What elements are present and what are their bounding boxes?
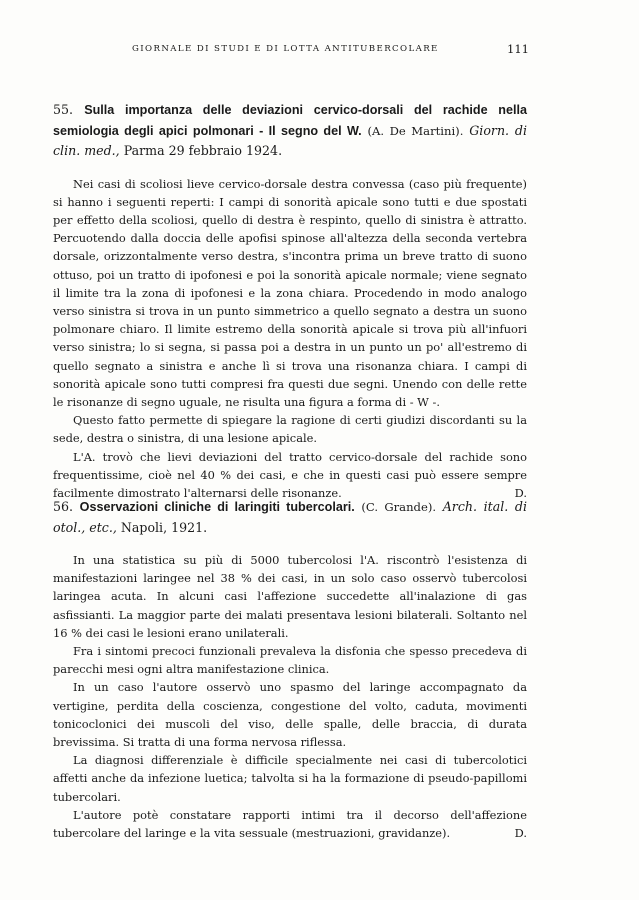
signature: D. <box>514 826 527 841</box>
paragraph: Nei casi di scoliosi lieve cervico-dorsale destra convessa (caso più frequente) si hanno i seguenti reperti: I campi di sonorità apicale sono tutti e due spostati per effetto della scoliosi, quello di destra è respinto, quello di sinistra è attratto. Percuotendo dalla doccia delle apofisi spinose all'altezza della seconda vertebra dorsale, orizzontalmente verso destra, s'incontra prima un breve tratto di suono ottuso, poi un tratto di ipofonesi e poi la sonorità apicale normale; viene segnato il limite tra la zona di ipofonesi e la zona chiara. Procedendo in modo analogo verso sinistra si trova in un punto simmetrico a quello segnato a destra un suono polmonare chiaro. Il limite estremo della sonorità apicale si trova più all'infuori verso sinistra; lo si segna, si passa poi a destra in un punto un po' all'estremo di quello segnato a sinistra e anche lì si trova una risonanza chiara. I campi di sonorità apicale sono tutti compresi fra questi due segni. Unendo con delle rette le risonanze di segno uguale, ne risulta una figura a forma di - W -. <box>53 176 527 409</box>
article-56 <box>53 497 527 842</box>
article-body <box>53 175 527 503</box>
article-title: Sulla importanza delle deviazioni cervico-dorsali del rachide nella semiologia degli apici polmonari - Il segno del W. <box>53 103 527 138</box>
running-title: GIORNALE DI STUDI E DI LOTTA ANTITUBERCOLARE <box>132 44 439 54</box>
article-number: 55. <box>53 102 74 117</box>
article-source: Giorn. di clin. med., <box>53 122 527 158</box>
page-number: 111 <box>507 42 529 56</box>
article-body <box>53 551 527 842</box>
article-place-date: Parma 29 febbraio 1924. <box>123 143 283 158</box>
paragraph: In una statistica su più di 5000 tubercolosi l'A. riscontrò l'esistenza di manifestazioni laringee nel 38 % dei casi, in un solo caso osservò tubercolosi laringea acuta. In alcuni casi l'affezione succedette all'inalazione di gas asfissianti. La maggior parte dei malati presentava lesioni bilaterali. Soltanto nel 16 % dei casi le lesioni erano unilaterali. <box>53 553 527 640</box>
paragraph: Fra i sintomi precoci funzionali prevaleva la disfonia che spesso precedeva di parecchi mesi ogni altra manifestazione clinica. <box>53 644 527 677</box>
article-heading <box>53 497 527 537</box>
paragraph: La diagnosi differenziale è difficile specialmente nei casi di tubercolotici affetti anche da infezione luetica; talvolta si ha la formazione di pseudo-papillomi tubercolari. <box>53 753 527 804</box>
paragraph <box>53 806 527 842</box>
article-55 <box>53 100 527 502</box>
article-source: Arch. ital. di otol., etc., <box>53 499 527 535</box>
article-author: (C. Grande). <box>361 500 437 514</box>
signature: D. <box>514 485 527 500</box>
paragraph <box>53 448 527 503</box>
paragraph: Questo fatto permette di spiegare la ragione di certi giudizi discordanti su la sede, destra o sinistra, di una lesione apicale. <box>53 413 527 446</box>
paragraph-text: L'autore potè constatare rapporti intimi tra il decorso dell'affezione tubercolare del laringe e la vita sessuale (mestruazioni, gravidanze). <box>53 807 527 841</box>
article-number: 56. <box>53 499 74 514</box>
article-place-date: Napoli, 1921. <box>120 519 208 535</box>
article-title: Osservazioni cliniche di laringiti tubercolari. <box>79 500 355 514</box>
paragraph-text: L'A. trovò che lievi deviazioni del tratto cervico-dorsale del rachide sono frequentissime, cioè nel 40 % dei casi, e che in questi casi può essere sempre facilmente dimostrato l'alternarsi delle risonanze. <box>53 449 527 500</box>
page-header <box>0 44 639 58</box>
paragraph: In un caso l'autore osservò uno spasmo del laringe accompagnato da vertigine, perdita della coscienza, congestione del volto, caduta, movimenti tonicoclonici dei muscoli del viso, delle spalle, delle braccia, di durata brevissima. Si tratta di una forma nervosa riflessa. <box>53 680 527 750</box>
article-heading <box>53 100 527 161</box>
article-author: (A. De Martini). <box>367 123 464 138</box>
